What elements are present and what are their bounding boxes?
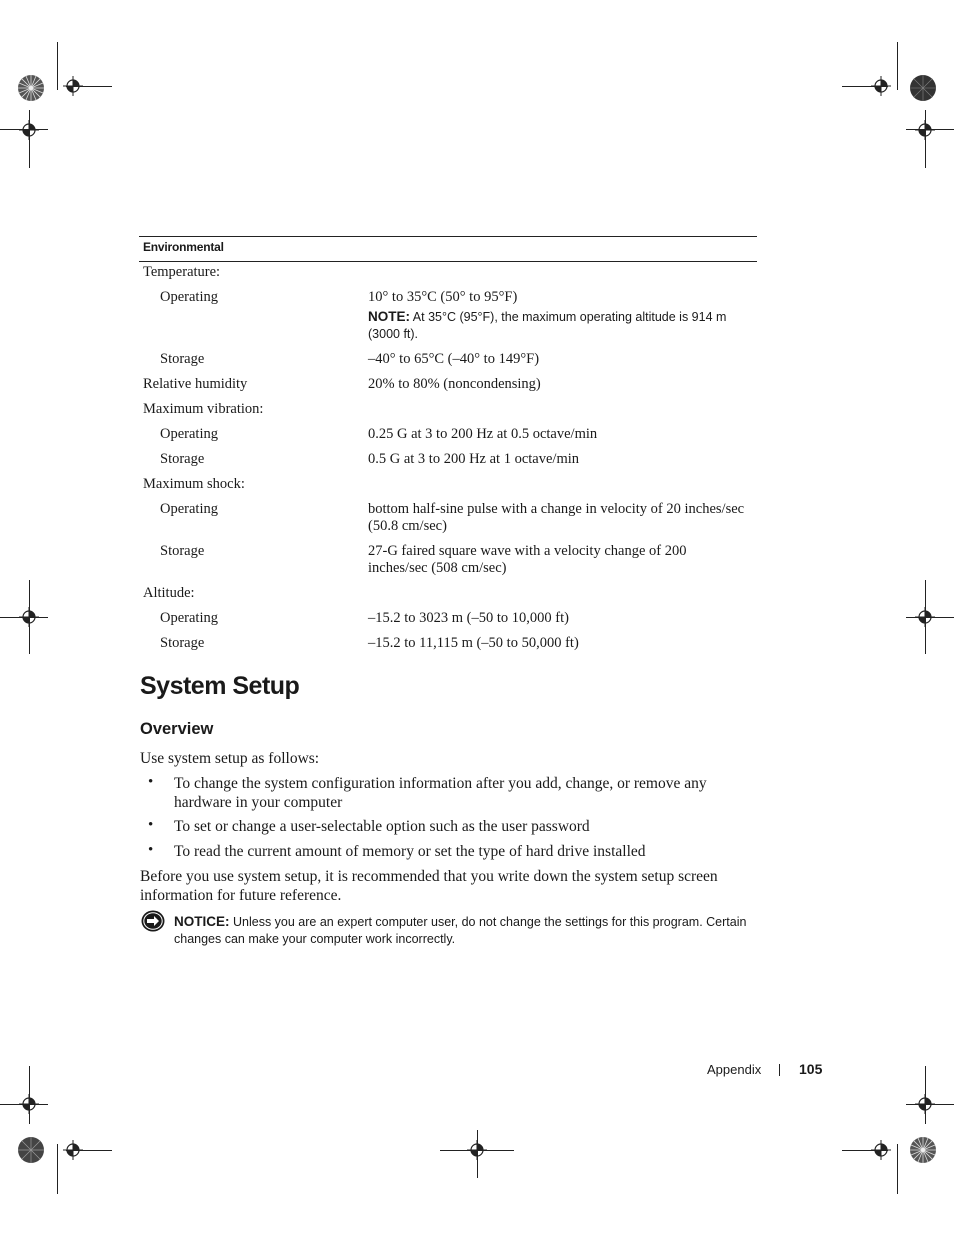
row-value: 27-G faired square wave with a velocity change of 200 inches/sec (508 cm/sec) [368, 543, 687, 576]
section-title: System Setup [140, 672, 300, 700]
notice-text [174, 913, 764, 948]
row-label: Altitude: [143, 585, 195, 601]
after-paragraph: Before you use system setup, it is recommended that you write down the system setup screen information for future reference. [140, 868, 718, 904]
notice-body: Unless you are an expert computer user, do not change the settings for this program. Certain changes can make your computer work incorrectly. [174, 915, 747, 946]
footer-divider [779, 1064, 780, 1076]
row-label: Storage [160, 543, 205, 559]
footer-section-label: Appendix [707, 1062, 762, 1077]
crosshair-target-icon [19, 607, 39, 627]
crosshair-target-icon [871, 1140, 891, 1160]
row-label: Storage [160, 451, 205, 467]
row-label: Maximum vibration: [143, 401, 264, 417]
list-item: To set or change a user-selectable option such as the user password [174, 818, 590, 835]
table-note [368, 308, 748, 343]
note-text: At 35°C (95°F), the maximum operating altitude is 914 m (3000 ft). [368, 310, 727, 341]
row-label: Storage [160, 351, 205, 367]
row-label: Temperature: [143, 264, 221, 280]
row-value: bottom half-sine pulse with a change in velocity of 20 inches/sec (50.8 cm/sec) [368, 501, 745, 534]
row-value: –40° to 65°C (–40° to 149°F) [368, 351, 540, 367]
crosshair-target-icon [19, 120, 39, 140]
list-item: To change the system configuration information after you add, change, or remove any hardware in your computer [174, 775, 707, 811]
row-value: 0.5 G at 3 to 200 Hz at 1 octave/min [368, 451, 580, 467]
starburst-target-icon [909, 74, 937, 102]
row-label: Operating [160, 289, 218, 305]
row-value: 10° to 35°C (50° to 95°F) [368, 289, 518, 305]
crosshair-target-icon [871, 76, 891, 96]
notice-arrow-icon [141, 910, 165, 932]
crosshair-target-icon [19, 1094, 39, 1114]
intro-paragraph: Use system setup as follows: [140, 750, 320, 767]
crosshair-target-icon [915, 1094, 935, 1114]
row-value: –15.2 to 11,115 m (–50 to 50,000 ft) [368, 635, 579, 651]
row-label: Relative humidity [143, 376, 248, 392]
crosshair-target-icon [915, 120, 935, 140]
list-item: To read the current amount of memory or set the type of hard drive installed [174, 843, 646, 860]
crosshair-target-icon [467, 1140, 487, 1160]
note-label: NOTE: [368, 309, 410, 324]
bullet-marker: • [148, 842, 154, 858]
crosshair-target-icon [915, 607, 935, 627]
bullet-marker: • [148, 774, 154, 790]
crosshair-target-icon [63, 1140, 83, 1160]
starburst-target-icon [909, 1136, 937, 1164]
notice-label: NOTICE: [174, 914, 230, 929]
starburst-target-icon [17, 1136, 45, 1164]
bullet-marker: • [148, 817, 154, 833]
row-label: Operating [160, 501, 218, 517]
section-subtitle: Overview [140, 720, 214, 738]
row-label: Maximum shock: [143, 476, 245, 492]
row-label: Storage [160, 635, 205, 651]
row-value: 20% to 80% (noncondensing) [368, 376, 541, 392]
table-header: Environmental [143, 240, 224, 254]
page-number: 105 [799, 1061, 823, 1077]
row-label: Operating [160, 426, 218, 442]
row-label: Operating [160, 610, 218, 626]
crosshair-target-icon [63, 76, 83, 96]
row-value: –15.2 to 3023 m (–50 to 10,000 ft) [368, 610, 569, 626]
starburst-target-icon [17, 74, 45, 102]
row-value: 0.25 G at 3 to 200 Hz at 0.5 octave/min [368, 426, 598, 442]
